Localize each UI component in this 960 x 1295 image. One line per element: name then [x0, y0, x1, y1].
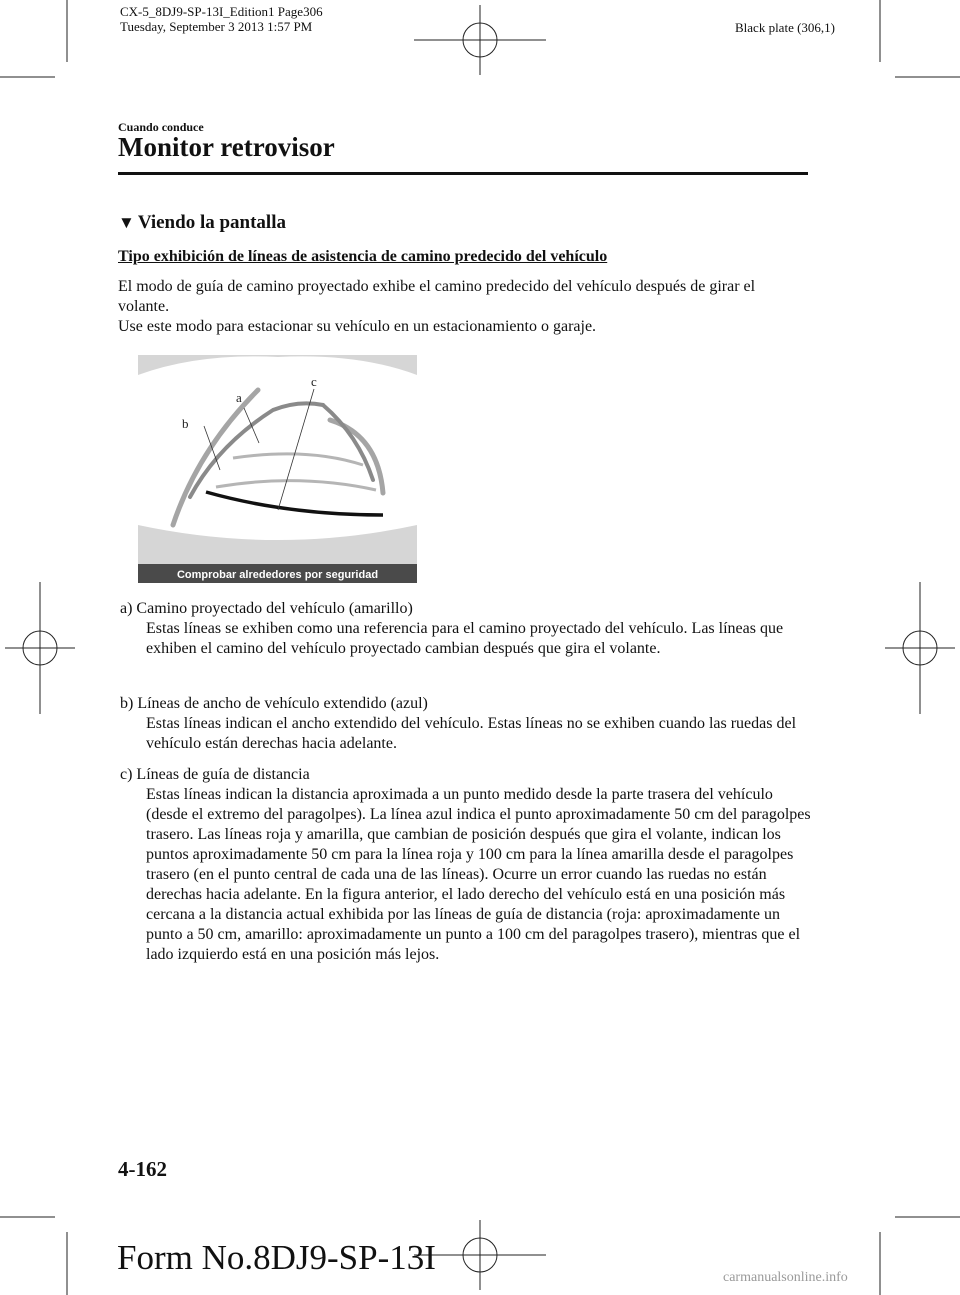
page-title: Monitor retrovisor — [118, 132, 335, 162]
legend-item-b — [120, 694, 820, 754]
print-date-line: Tuesday, September 3 2013 1:57 PM — [120, 19, 313, 34]
legend-item-a — [120, 599, 820, 683]
callout-b-label: b — [182, 416, 189, 431]
legend-a-title: a) Camino proyectado del vehículo (amarillo) — [120, 600, 413, 617]
intro-line-1: El modo de guía de camino proyectado exhibe el camino predecido del vehículo después de girar el volante. — [118, 278, 756, 315]
legend-b-title: b) Líneas de ancho de vehículo extendido (azul) — [120, 695, 428, 712]
intro-paragraph — [118, 277, 808, 337]
triangle-marker-icon: ▼ — [118, 213, 135, 232]
rear-monitor-figure — [138, 355, 417, 583]
title-divider — [118, 172, 808, 175]
subheading-text: Viendo la pantalla — [137, 212, 286, 233]
subtitle: Tipo exhibición de líneas de asistencia de camino predecido del vehículo — [118, 248, 608, 265]
page-number: 4-162 — [118, 1157, 167, 1181]
form-number: Form No.8DJ9-SP-13I — [117, 1238, 436, 1277]
legend-c-description: Estas líneas indican la distancia aproximada a un punto medido desde la parte trasera del vehículo (desde el extremo del paragolpes). La línea azul indica el punto aproximadamente 50 cm del paragolpes trasero. Las líneas roja y amarilla, que cambian de posición después que gira el volante, indican los puntos aproximadamente 50 cm para la línea roja y 100 cm para la línea amarilla desde el paragolpes trasero (en el punto central de cada una de las líneas). Ocurre un error cuando las ruedas no están derechas hacia adelante. En la figura anterior, el lado derecho del vehículo está en una posición más cercana a la distancia actual exhibida por las líneas de guía de distancia (roja: aproximadamente un punto a 50 cm, amarillo: aproximadamente un punto a 100 cm del paragolpes trasero), mientras que el lado izquierdo está en una posición más lejos. — [146, 786, 811, 963]
registration-mark-left — [5, 582, 75, 714]
intro-line-2: Use este modo para estacionar su vehículo en un estacionamiento o garaje. — [118, 318, 597, 335]
print-plate-label: Black plate (306,1) — [735, 20, 835, 35]
legend-c-title: c) Líneas de guía de distancia — [120, 766, 310, 783]
subheading — [118, 212, 286, 234]
callout-c-label: c — [311, 374, 317, 389]
section-label: Cuando conduce — [118, 120, 204, 134]
watermark: carmanualsonline.info — [723, 1270, 848, 1285]
legend-item-c — [120, 765, 820, 1025]
legend-b-description: Estas líneas indican el ancho extendido del vehículo. Estas líneas no se exhiben cuando las ruedas del vehículo están derechas hacia adelante. — [146, 715, 797, 752]
print-file-line: CX-5_8DJ9-SP-13I_Edition1 Page306 — [120, 4, 323, 19]
registration-mark-top — [414, 5, 546, 75]
safety-banner-text: Comprobar alrededores por seguridad — [176, 569, 379, 581]
registration-mark-right — [885, 582, 955, 714]
callout-a-label: a — [236, 390, 242, 405]
legend-a-description: Estas líneas se exhiben como una referencia para el camino proyectado del vehículo. Las líneas que exhiben el camino del vehículo proyectado cambian después que gira el volante. — [146, 620, 784, 657]
